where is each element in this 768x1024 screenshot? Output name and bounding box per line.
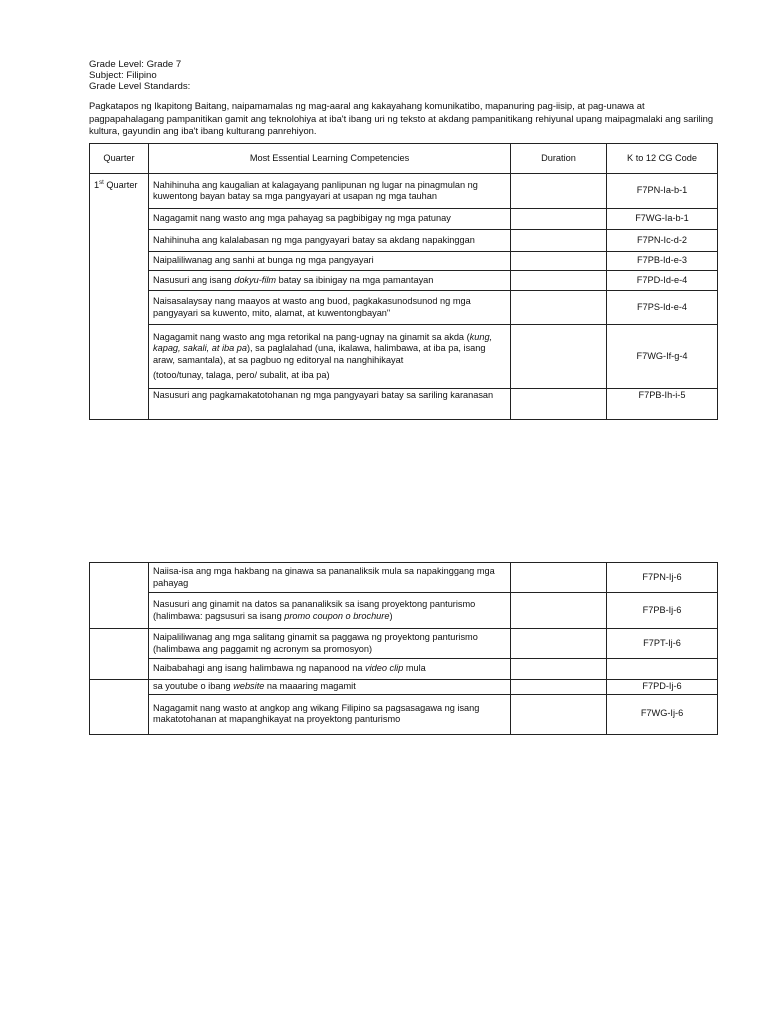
cg-code: F7PT-Ij-6: [607, 629, 718, 659]
competency-text: Naisasalaysay nang maayos at wasto ang buod, pagkakasunodsunod ng mga pangyayari sa kuwento, mito, alamat, at kuwentongbayan": [149, 291, 511, 325]
header-quarter: Quarter: [90, 144, 149, 174]
duration-cell: [511, 230, 607, 252]
competencies-table-continued: [89, 562, 718, 735]
competency-text: sa youtube o ibang website na maaaring magamit: [149, 680, 511, 695]
competency-text: Nasusuri ang isang dokyu-film batay sa ibinigay na mga pamantayan: [149, 271, 511, 291]
cg-code: F7WG-Ij-6: [607, 694, 718, 734]
duration-cell: [511, 563, 607, 593]
competency-text: Nagagamit nang wasto ang mga retorikal na pang-ugnay na ginamit sa akda (kung, kapag, sakali, at iba pa), sa paglalahad (una, ikalawa, halimbawa, at iba pa, isang araw, samantala), at sa pagbuo ng editoryal na nanghihikayat (totoo/tunay, talaga, pero/ subalit, at iba pa): [149, 325, 511, 389]
cg-code: F7PN-Ia-b-1: [607, 174, 718, 209]
table-row: [90, 680, 718, 695]
grade-level: Grade Level: Grade 7: [89, 59, 182, 70]
document-header: [89, 59, 190, 92]
table-row: [90, 389, 718, 420]
quarter-suffix: st: [99, 180, 104, 186]
duration-cell: [511, 694, 607, 734]
cg-code: F7PD-Id-e-4: [607, 271, 718, 291]
duration-cell: [511, 325, 607, 389]
duration-cell: [511, 659, 607, 680]
competency-text: Nasusuri ang ginamit na datos sa pananaliksik sa isang proyektong panturismo (halimbawa: pagsusuri sa isang promo coupon o brochure): [149, 593, 511, 629]
duration-cell: [511, 209, 607, 230]
competency-text: Nagagamit nang wasto at angkop ang wikang Filipino sa pagsasagawa ng isang makatotohanan at mapanghikayat na proyektong panturismo: [149, 694, 511, 734]
header-cg-code: K to 12 CG Code: [607, 144, 718, 174]
cg-code: F7PB-Ih-i-5: [607, 389, 718, 420]
duration-cell: [511, 680, 607, 695]
quarter-number: 1: [94, 180, 100, 191]
table-row: [90, 563, 718, 593]
table-row: [90, 593, 718, 629]
cg-code: F7PN-Ij-6: [607, 563, 718, 593]
competency-text: Naibabahagi ang isang halimbawa ng napanood na video clip mula: [149, 659, 511, 680]
table-row: [90, 325, 718, 389]
cg-code: F7PS-Id-e-4: [607, 291, 718, 325]
competency-text: Nagagamit nang wasto ang mga pahayag sa pagbibigay ng mga patunay: [149, 209, 511, 230]
duration-cell: [511, 593, 607, 629]
table-row: [90, 252, 718, 271]
subject: Subject: Filipino: [89, 70, 157, 81]
table-row: [90, 694, 718, 734]
cg-code: F7WG-If-g-4: [607, 325, 718, 389]
table-header-row: [90, 144, 718, 174]
table-row: [90, 271, 718, 291]
quarter-word: Quarter: [103, 180, 138, 191]
grade-level-standards-label: Grade Level Standards:: [89, 81, 191, 92]
competency-text: Nahihinuha ang kalalabasan ng mga pangyayari batay sa akdang napakinggan: [149, 230, 511, 252]
duration-cell: [511, 291, 607, 325]
table-row: [90, 209, 718, 230]
duration-cell: [511, 389, 607, 420]
quarter-cell: [90, 174, 149, 420]
table-row: [90, 629, 718, 659]
duration-cell: [511, 252, 607, 271]
duration-cell: [511, 271, 607, 291]
competency-text: Naipaliliwanag ang mga salitang ginamit sa paggawa ng proyektong panturismo (halimbawa ang paggamit ng acronym sa promosyon): [149, 629, 511, 659]
quarter-cell: [90, 563, 149, 629]
cg-code: F7WG-Ia-b-1: [607, 209, 718, 230]
cg-code: F7PB-Ij-6: [607, 593, 718, 629]
quarter-cell: [90, 629, 149, 680]
cg-code: F7PB-Id-e-3: [607, 252, 718, 271]
standards-paragraph: Pagkatapos ng Ikapitong Baitang, naipamamalas ng mag-aaral ang kakayahang komunikatibo, mapanuring pag-iisip, at pag-unawa at pagpapahalagang pampanitikan gamit ang teknolohiya at iba't ibang uri ng teksto at akdang pampanitikang rehiyunal upang maipagmalaki ang sariling kultura, gayundin ang iba't ibang kulturang panrehiyon.: [89, 100, 714, 137]
cg-code: F7PN-Ic-d-2: [607, 230, 718, 252]
duration-cell: [511, 174, 607, 209]
competency-text: Nasusuri ang pagkamakatotohanan ng mga pangyayari batay sa sariling karanasan: [149, 389, 511, 420]
header-duration: Duration: [511, 144, 607, 174]
quarter-cell: [90, 680, 149, 735]
competency-text: Nahihinuha ang kaugalian at kalagayang panlipunan ng lugar na pinagmulan ng kuwentong bayan batay sa mga pangyayari at usapan ng mga tauhan: [149, 174, 511, 209]
competency-text: Naipaliliwanag ang sanhi at bunga ng mga pangyayari: [149, 252, 511, 271]
table-row: [90, 174, 718, 209]
competency-text: Naiisa-isa ang mga hakbang na ginawa sa pananaliksik mula sa napakinggang mga pahayag: [149, 563, 511, 593]
table-row: [90, 230, 718, 252]
header-competencies: Most Essential Learning Competencies: [149, 144, 511, 174]
duration-cell: [511, 629, 607, 659]
table-row: [90, 659, 718, 680]
cg-code: F7PD-Ij-6: [607, 680, 718, 695]
table-row: [90, 291, 718, 325]
cg-code: [607, 659, 718, 680]
competencies-table-q1: [89, 143, 718, 420]
